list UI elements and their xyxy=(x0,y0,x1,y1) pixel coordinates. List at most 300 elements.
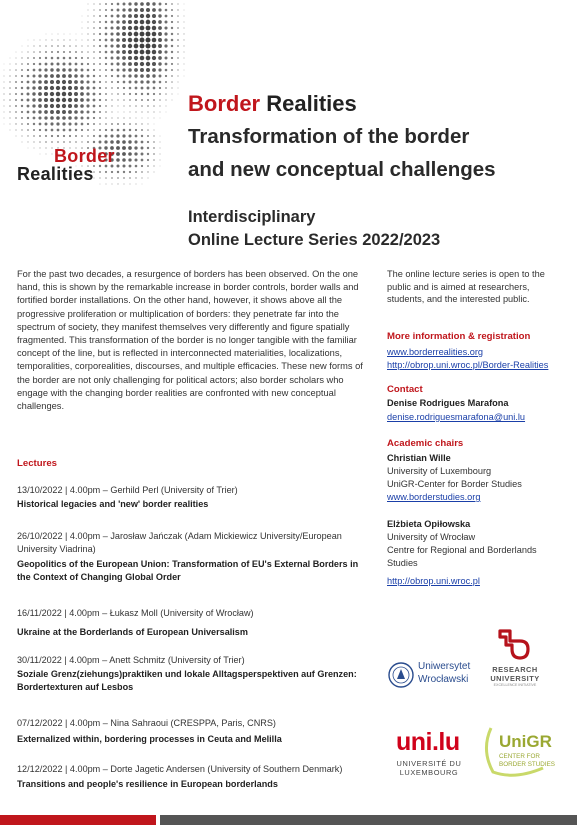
map-dot xyxy=(146,80,149,83)
map-dot xyxy=(93,3,94,4)
map-dot xyxy=(116,146,120,150)
map-dot xyxy=(44,74,48,78)
map-dot xyxy=(93,105,96,108)
map-dot xyxy=(62,98,66,102)
map-dot xyxy=(153,165,154,166)
map-dot xyxy=(56,98,60,102)
map-dot xyxy=(184,16,185,17)
map-dot xyxy=(123,177,125,179)
map-dot xyxy=(123,183,124,184)
uni-lu-mark: uni.lu xyxy=(396,728,460,756)
map-dot xyxy=(75,57,77,59)
map-dot xyxy=(135,129,137,131)
map-dot xyxy=(159,105,160,106)
map-dot xyxy=(111,183,112,184)
map-dot xyxy=(135,165,138,168)
map-dot xyxy=(87,135,89,137)
map-dot xyxy=(116,32,120,36)
chair-2-link[interactable]: http://obrop.uni.wroc.pl xyxy=(387,576,480,586)
badge-line-1: Border xyxy=(54,146,115,166)
map-dot xyxy=(141,171,143,173)
chair-2-affiliation: University of Wrocław xyxy=(387,532,476,542)
map-dot xyxy=(105,117,107,119)
map-dot xyxy=(116,56,119,59)
contact-name: Denise Rodrigues Marafona xyxy=(387,398,509,408)
map-dot xyxy=(117,93,119,95)
map-dot xyxy=(177,57,179,59)
map-dot xyxy=(32,80,35,83)
map-dot xyxy=(140,32,145,37)
map-dot xyxy=(21,129,22,130)
lectures-heading: Lectures xyxy=(17,458,57,469)
map-dot xyxy=(134,74,137,77)
map-dot xyxy=(159,87,161,89)
map-dot xyxy=(122,8,125,11)
map-dot xyxy=(93,33,95,35)
map-dot xyxy=(153,99,155,101)
map-dot xyxy=(99,123,101,125)
contact-email-link[interactable]: denise.rodriguesmarafona@uni.lu xyxy=(387,412,526,422)
map-dot xyxy=(164,32,167,35)
map-dot xyxy=(39,123,42,126)
map-dot xyxy=(81,141,82,142)
map-dot xyxy=(105,93,107,95)
map-dot xyxy=(135,123,137,125)
map-dot xyxy=(57,141,59,143)
map-dot xyxy=(27,93,30,96)
map-dot xyxy=(21,51,22,52)
map-dot xyxy=(68,68,71,71)
map-dot xyxy=(51,141,53,143)
map-dot xyxy=(177,45,179,47)
map-dot xyxy=(140,26,145,31)
map-dot xyxy=(177,51,179,53)
map-dot xyxy=(4,64,5,65)
map-dot xyxy=(147,117,148,118)
map-dot xyxy=(81,135,83,137)
map-dot xyxy=(135,87,138,90)
map-dot xyxy=(75,141,77,143)
map-dot xyxy=(15,117,17,119)
map-dot xyxy=(9,87,11,89)
map-dot xyxy=(38,86,42,90)
map-dot xyxy=(134,32,139,37)
map-dot xyxy=(87,21,88,22)
map-dot xyxy=(140,20,145,25)
map-dot xyxy=(21,63,23,65)
map-dot xyxy=(106,184,107,185)
map-dot xyxy=(123,93,125,95)
map-dot xyxy=(116,44,120,48)
map-dot xyxy=(122,146,126,150)
map-dot xyxy=(45,123,48,126)
map-dot xyxy=(9,99,11,101)
map-dot xyxy=(116,140,120,144)
map-dot xyxy=(177,3,178,4)
map-dot xyxy=(39,39,40,40)
wroclaw-line-1: Uniwersytet xyxy=(418,661,471,672)
map-dot xyxy=(154,118,155,119)
map-dot xyxy=(171,51,173,53)
map-dot xyxy=(177,21,179,23)
map-dot xyxy=(160,160,161,161)
map-dot xyxy=(171,45,173,47)
map-dot xyxy=(128,74,131,77)
map-dot xyxy=(81,117,84,120)
map-dot xyxy=(50,116,54,120)
lecture-1-meta: 13/10/2022 | 4.00pm – Gerhild Perl (University of Trier) xyxy=(17,485,238,495)
map-dot xyxy=(56,110,60,114)
map-dot xyxy=(75,39,76,40)
map-dot xyxy=(105,69,107,71)
map-dot xyxy=(135,135,138,138)
map-dot xyxy=(111,129,114,132)
map-dot xyxy=(153,147,155,149)
map-dot xyxy=(80,104,84,108)
subtitle-line-2: and new conceptual challenges xyxy=(188,158,496,181)
chairs-heading: Academic chairs xyxy=(387,438,464,449)
map-dot xyxy=(28,148,29,149)
map-dot xyxy=(111,3,113,5)
map-dot xyxy=(15,81,17,83)
map-dot xyxy=(140,38,145,43)
map-dot xyxy=(45,135,47,137)
map-dot xyxy=(158,38,162,42)
map-dot xyxy=(15,99,17,101)
map-dot xyxy=(44,116,47,119)
map-dot xyxy=(105,87,107,89)
audience-note: The online lecture series is open to the public and is aimed at researchers, students, and the interested public. xyxy=(387,269,545,305)
map-dot xyxy=(152,74,155,77)
map-dot xyxy=(122,32,126,36)
chair-1-name: Christian Wille xyxy=(387,453,451,463)
map-dot xyxy=(75,123,78,126)
map-dot xyxy=(128,20,132,24)
map-dot xyxy=(56,74,60,78)
map-dot xyxy=(141,165,143,167)
map-dot xyxy=(128,140,131,143)
map-dot xyxy=(27,135,28,136)
map-dot xyxy=(105,75,107,77)
map-dot xyxy=(21,117,23,119)
wroclaw-line-2: Wrocławski xyxy=(418,674,469,685)
map-dot xyxy=(105,21,107,23)
map-dot xyxy=(171,57,173,59)
map-dot xyxy=(57,39,58,40)
map-dot xyxy=(44,98,48,102)
map-dot xyxy=(171,9,173,11)
map-dot xyxy=(87,39,88,40)
map-dot xyxy=(158,14,161,17)
map-dot xyxy=(111,87,113,89)
map-dot xyxy=(158,8,161,11)
map-dot xyxy=(93,75,95,77)
map-dot xyxy=(44,68,47,71)
map-dot xyxy=(51,63,54,66)
map-dot xyxy=(81,51,83,53)
map-dot xyxy=(134,2,137,5)
map-dot xyxy=(122,14,126,18)
map-dot xyxy=(27,141,28,142)
map-dot xyxy=(164,44,167,47)
map-dot xyxy=(105,57,107,59)
map-dot xyxy=(99,171,101,173)
map-dot xyxy=(99,135,102,138)
map-dot xyxy=(93,45,95,47)
research-line-1: RESEARCH xyxy=(492,665,538,674)
map-dot xyxy=(9,93,11,95)
map-dot xyxy=(58,34,59,35)
map-dot xyxy=(142,184,143,185)
map-dot xyxy=(44,80,48,84)
map-dot xyxy=(140,44,145,49)
map-dot xyxy=(50,74,54,78)
map-dot xyxy=(52,154,53,155)
map-dot xyxy=(39,141,41,143)
map-dot xyxy=(122,26,126,30)
map-dot xyxy=(62,116,66,120)
map-dot xyxy=(171,63,173,65)
map-dot xyxy=(116,134,119,137)
map-dot xyxy=(88,4,89,5)
wroclaw-university-logo xyxy=(388,658,483,692)
map-dot xyxy=(22,142,23,143)
map-dot xyxy=(44,104,48,108)
map-dot xyxy=(21,105,23,107)
map-dot xyxy=(74,68,77,71)
map-dot xyxy=(68,104,72,108)
map-dot xyxy=(117,117,118,118)
map-dot xyxy=(116,50,120,54)
map-dot xyxy=(183,45,184,46)
map-dot xyxy=(152,62,156,66)
map-dot xyxy=(27,63,29,65)
map-dot xyxy=(15,57,16,58)
map-dot xyxy=(38,116,41,119)
map-dot xyxy=(123,171,125,173)
map-dot xyxy=(140,2,144,6)
map-dot xyxy=(93,141,95,143)
map-dot xyxy=(3,99,4,100)
map-dot xyxy=(152,20,156,24)
map-dot xyxy=(105,39,108,42)
map-dot xyxy=(129,93,131,95)
uni-lu-line-1: UNIVERSITÉ DU xyxy=(396,759,462,768)
map-dot xyxy=(110,32,113,35)
map-dot xyxy=(51,45,53,47)
map-dot xyxy=(146,44,151,49)
map-dot xyxy=(105,3,107,5)
map-dot xyxy=(63,129,66,132)
map-dot xyxy=(93,69,95,71)
map-dot xyxy=(116,152,120,156)
map-dot xyxy=(177,39,179,41)
chair-1-link[interactable]: www.borderstudies.org xyxy=(387,492,481,502)
map-dot xyxy=(158,20,162,24)
map-dot xyxy=(177,33,179,35)
map-dot xyxy=(39,45,40,46)
map-dot xyxy=(63,135,65,137)
map-dot xyxy=(111,177,113,179)
map-dot xyxy=(99,63,101,65)
map-dot xyxy=(111,57,114,60)
map-dot xyxy=(3,93,4,94)
map-dot xyxy=(165,69,168,72)
map-dot xyxy=(158,32,162,36)
map-dot xyxy=(63,51,65,53)
map-dot xyxy=(152,32,157,37)
map-dot xyxy=(39,69,42,72)
map-dot xyxy=(111,93,112,94)
map-dot xyxy=(51,57,54,60)
unigr-mark: UniGR xyxy=(499,732,552,751)
map-dot xyxy=(159,75,162,78)
map-dot xyxy=(134,50,139,55)
map-dot xyxy=(99,9,101,11)
map-dot xyxy=(105,171,107,173)
map-dot xyxy=(3,87,4,88)
map-dot xyxy=(50,92,54,96)
map-dot xyxy=(105,111,107,113)
map-dot xyxy=(46,34,47,35)
map-dot xyxy=(110,134,113,137)
map-dot xyxy=(45,51,47,53)
map-dot xyxy=(87,45,88,46)
map-dot xyxy=(33,57,35,59)
map-dot xyxy=(164,50,167,53)
website-link[interactable]: www.borderrealities.org xyxy=(387,347,483,357)
map-dot xyxy=(147,123,148,124)
footer-bar-red xyxy=(0,815,156,825)
map-dot xyxy=(44,110,48,114)
map-dot xyxy=(39,129,41,131)
map-dot xyxy=(39,63,42,66)
map-dot xyxy=(56,116,60,120)
map-dot xyxy=(68,74,72,78)
map-dot xyxy=(56,86,60,90)
map-dot xyxy=(68,98,72,102)
map-dot xyxy=(10,130,11,131)
map-dot xyxy=(160,142,161,143)
map-dot xyxy=(111,69,114,72)
map-dot xyxy=(171,39,174,42)
map-dot xyxy=(27,123,29,125)
map-dot xyxy=(27,129,29,131)
unigr-line-2: BORDER STUDIES xyxy=(499,761,555,768)
map-dot xyxy=(3,105,4,106)
map-dot xyxy=(80,92,84,96)
map-dot xyxy=(129,105,130,106)
map-dot xyxy=(32,110,35,113)
map-dot xyxy=(147,171,148,172)
map-dot xyxy=(140,14,144,18)
map-dot xyxy=(27,99,30,102)
map-dot xyxy=(38,92,42,96)
map-dot xyxy=(129,117,130,118)
map-dot xyxy=(87,75,90,78)
map-dot xyxy=(134,56,138,60)
registration-link[interactable]: http://obrop.uni.wroc.pl/Border-Realities xyxy=(387,360,549,370)
map-dot xyxy=(15,69,17,71)
map-dot xyxy=(3,111,4,112)
map-dot xyxy=(129,183,130,184)
map-dot xyxy=(122,152,126,156)
map-dot xyxy=(165,75,167,77)
map-dot xyxy=(160,166,161,167)
map-dot xyxy=(153,159,155,161)
map-dot xyxy=(9,123,10,124)
map-dot xyxy=(62,122,65,125)
research-line-3: EXCELLENCE INITIATIVE xyxy=(493,683,537,687)
map-dot xyxy=(52,34,53,35)
map-dot xyxy=(152,14,156,18)
map-dot xyxy=(86,86,89,89)
map-dot xyxy=(33,75,36,78)
map-dot xyxy=(141,153,144,156)
map-dot xyxy=(152,50,156,54)
map-dot xyxy=(177,81,178,82)
map-dot xyxy=(15,87,17,89)
map-dot xyxy=(62,80,66,84)
map-dot xyxy=(16,136,17,137)
map-dot xyxy=(81,45,82,46)
map-dot xyxy=(105,63,107,65)
map-dot xyxy=(81,69,84,72)
map-dot xyxy=(128,134,131,137)
map-dot xyxy=(75,135,77,137)
map-dot xyxy=(38,98,42,102)
map-dot xyxy=(93,15,94,16)
map-dot xyxy=(21,99,24,102)
map-dot xyxy=(99,99,101,101)
map-dot xyxy=(15,123,16,124)
map-dot xyxy=(183,39,184,40)
map-dot xyxy=(123,105,124,106)
map-dot xyxy=(80,98,84,102)
map-dot xyxy=(128,50,132,54)
map-dot xyxy=(158,50,162,54)
map-dot xyxy=(93,99,96,102)
series-line-2: Online Lecture Series 2022/2023 xyxy=(188,231,441,249)
map-dot xyxy=(63,57,66,60)
map-dot xyxy=(146,68,150,72)
map-dot xyxy=(38,104,42,108)
map-dot xyxy=(87,57,89,59)
map-dot xyxy=(140,62,144,66)
map-dot xyxy=(46,154,47,155)
map-dot xyxy=(177,63,179,65)
map-dot xyxy=(88,10,89,11)
map-dot xyxy=(68,92,72,96)
map-dot xyxy=(21,87,23,89)
map-dot xyxy=(87,15,88,16)
map-dot xyxy=(93,123,95,125)
map-dot xyxy=(105,27,108,30)
map-dot xyxy=(93,57,95,59)
subtitle-line-1: Transformation of the border xyxy=(188,125,470,148)
map-dot xyxy=(134,44,139,49)
map-dot xyxy=(82,22,83,23)
map-dot xyxy=(33,51,35,53)
map-dot xyxy=(4,70,5,71)
map-dot xyxy=(57,129,60,132)
map-dot xyxy=(9,75,10,76)
map-dot xyxy=(134,26,139,31)
map-dot xyxy=(105,81,107,83)
map-dot xyxy=(153,105,155,107)
map-dot xyxy=(141,141,144,144)
map-dot xyxy=(117,123,119,125)
